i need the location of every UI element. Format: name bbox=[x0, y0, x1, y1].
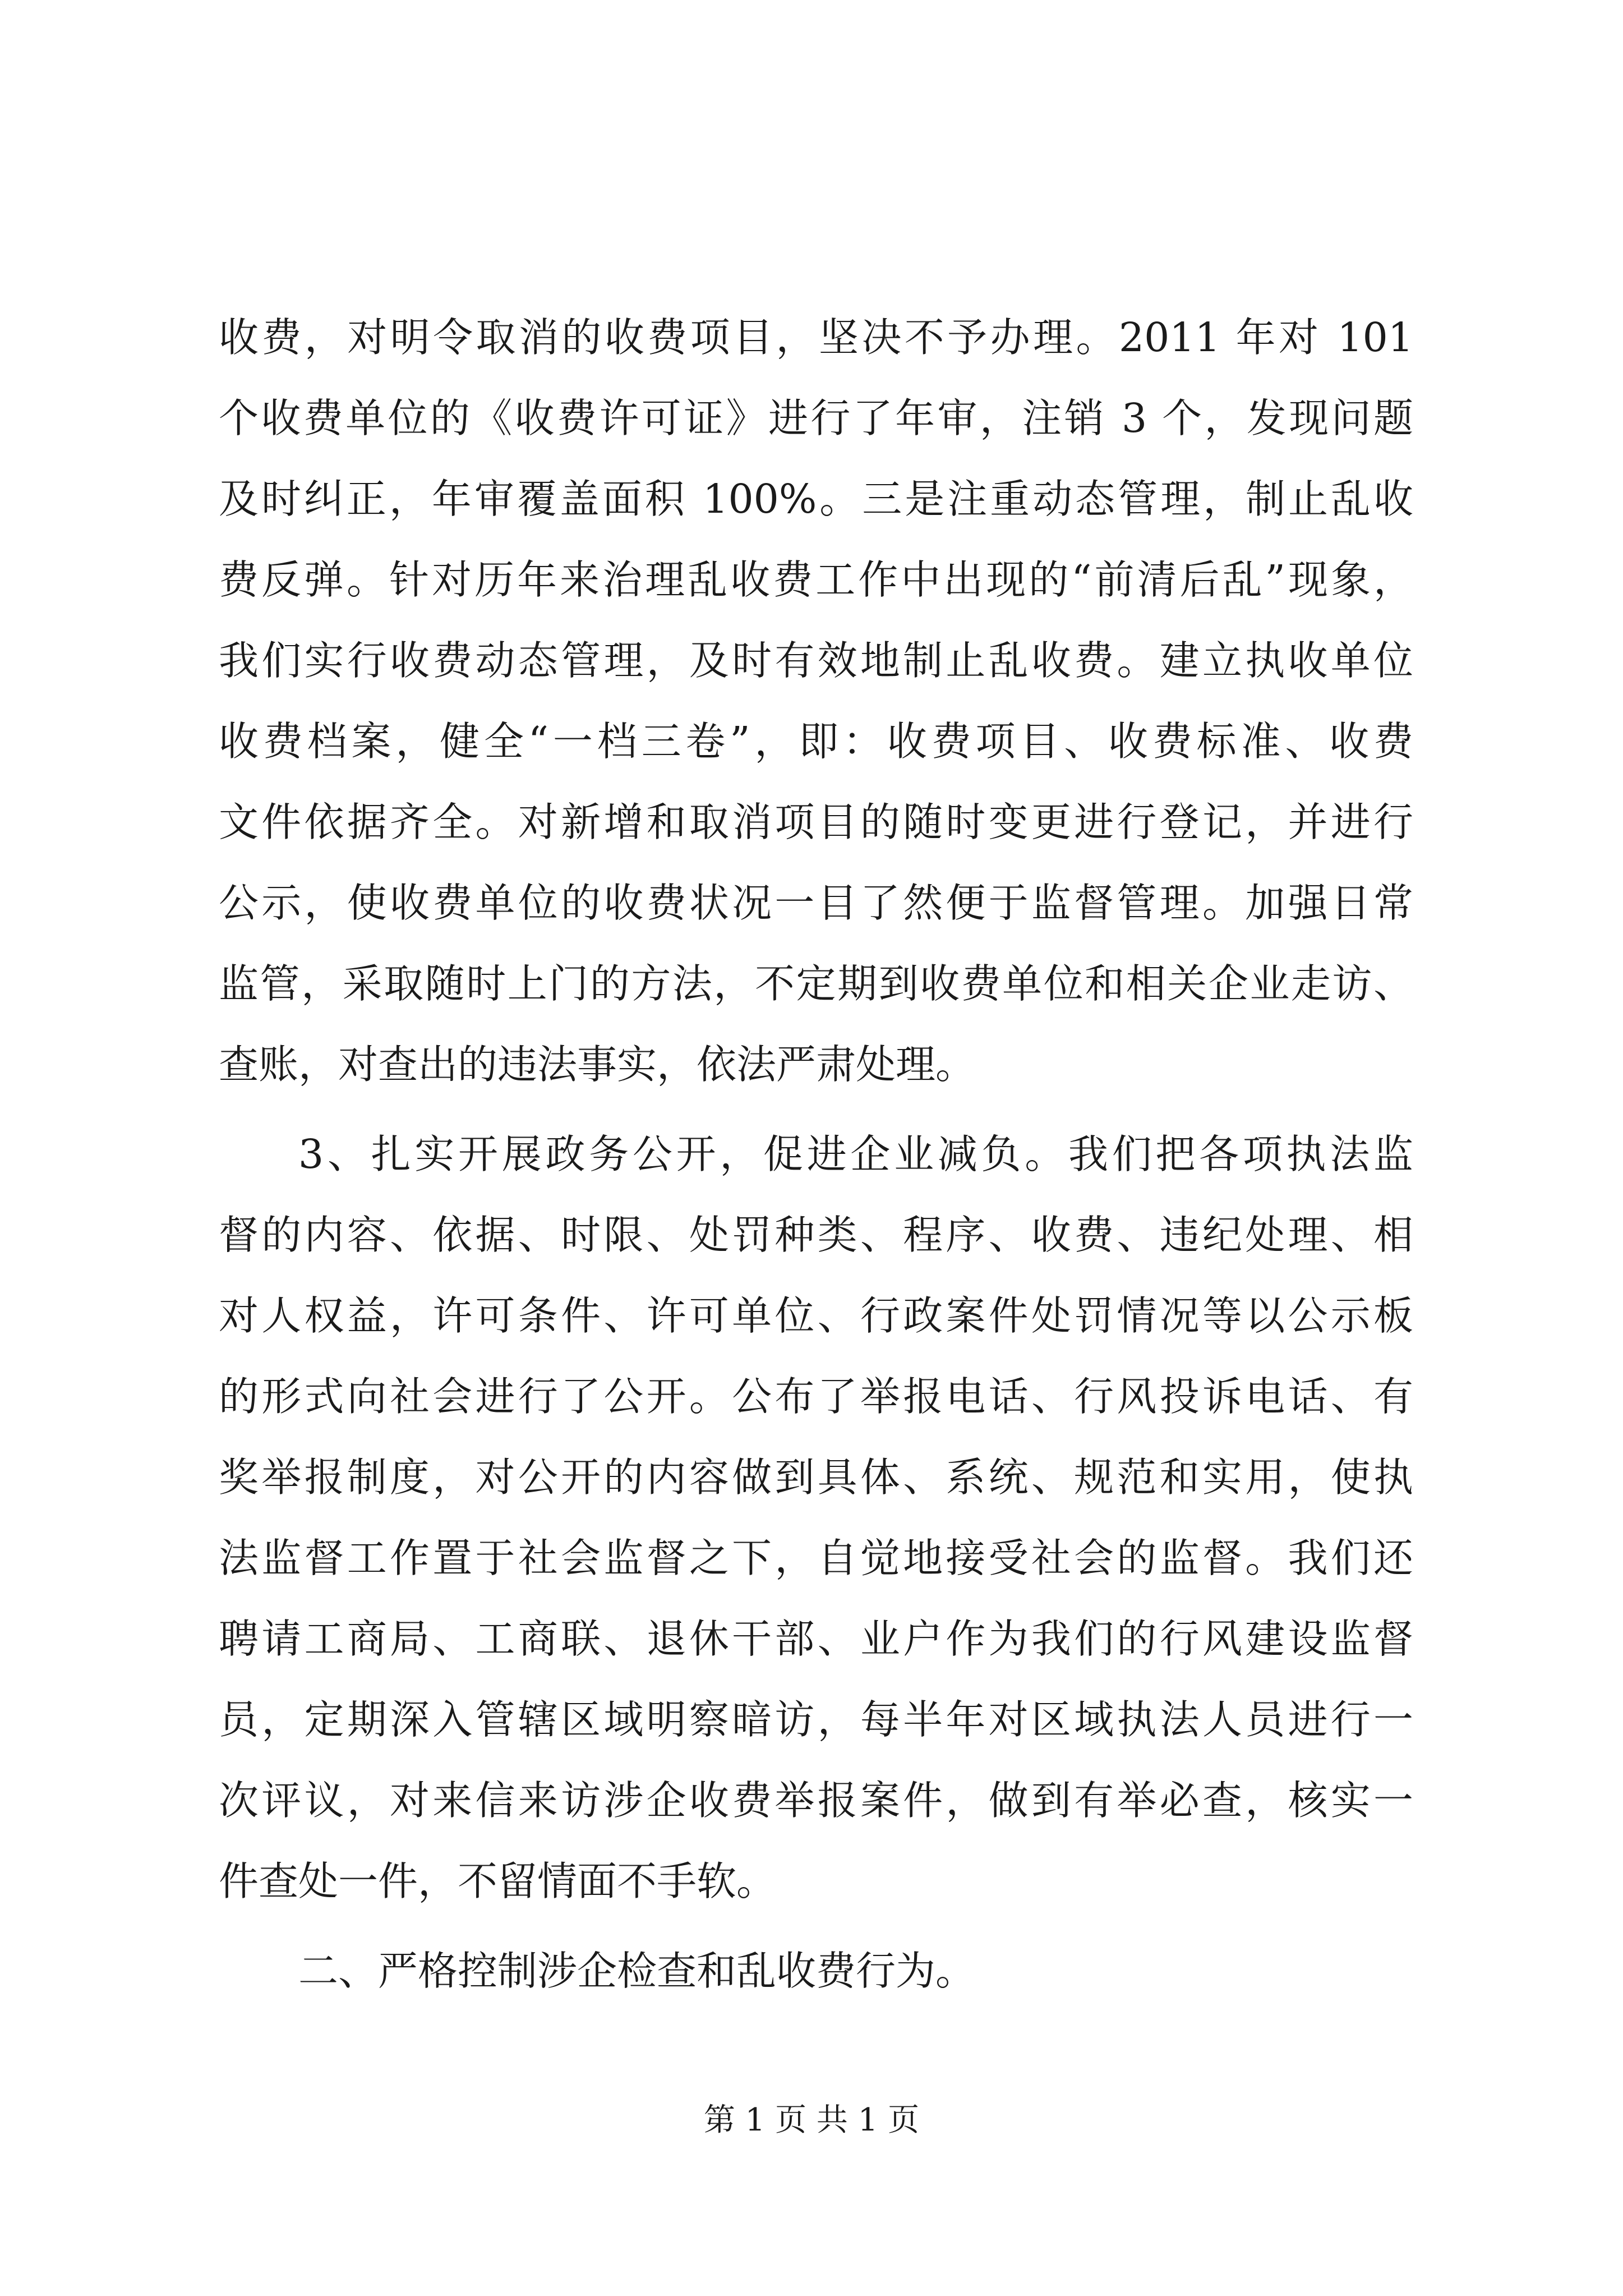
text-line: 法监督工作置于社会监督之下，自觉地接受社会的监督。我们还 bbox=[219, 1535, 1413, 1581]
text-line: 文件依据齐全。对新增和取消项目的随时变更进行登记，并进行 bbox=[219, 799, 1413, 845]
document-body bbox=[219, 297, 1413, 2012]
text-line: 3、扎实开展政务公开，促进企业减负。我们把各项执法监 bbox=[298, 1131, 1413, 1177]
text-line: 的形式向社会进行了公开。公布了举报电话、行风投诉电话、有 bbox=[219, 1373, 1413, 1420]
text-line: 二、严格控制涉企检查和乱收费行为。 bbox=[298, 1948, 976, 1994]
text-line: 督的内容、依据、时限、处罚种类、程序、收费、违纪处理、相 bbox=[219, 1212, 1413, 1258]
paragraph-spacer bbox=[219, 1105, 1413, 1114]
text-line: 收费，对明令取消的收费项目，坚决不予办理。2011 年对 101 bbox=[219, 314, 1413, 361]
text-line: 员，定期深入管辖区域明察暗访，每半年对区域执法人员进行一 bbox=[219, 1696, 1413, 1743]
text-line: 个收费单位的《收费许可证》进行了年审，注销 3 个，发现问题 bbox=[219, 395, 1413, 441]
text-line: 费反弹。针对历年来治理乱收费工作中出现的“前清后乱”现象， bbox=[219, 556, 1413, 603]
page-footer bbox=[0, 2101, 1623, 2140]
paragraph bbox=[219, 1931, 1413, 2012]
paragraph bbox=[219, 297, 1413, 1105]
text-line: 监管，采取随时上门的方法，不定期到收费单位和相关企业走访、 bbox=[219, 960, 1413, 1007]
page-number-label: 第 1 页 共 1 页 bbox=[703, 2102, 920, 2138]
paragraph bbox=[219, 1114, 1413, 1922]
text-line: 收费档案，健全“一档三卷”，即：收费项目、收费标准、收费 bbox=[219, 718, 1413, 765]
text-line: 查账，对查出的违法事实，依法严肃处理。 bbox=[219, 1041, 976, 1088]
text-line: 次评议，对来信来访涉企收费举报案件，做到有举必查，核实一 bbox=[219, 1777, 1413, 1824]
text-line: 及时纠正，年审覆盖面积 100%。三是注重动态管理，制止乱收 bbox=[219, 476, 1413, 522]
text-line: 我们实行收费动态管理，及时有效地制止乱收费。建立执收单位 bbox=[219, 637, 1413, 684]
paragraph-spacer bbox=[219, 1922, 1413, 1931]
text-line: 对人权益，许可条件、许可单位、行政案件处罚情况等以公示板 bbox=[219, 1292, 1413, 1339]
text-line: 奖举报制度，对公开的内容做到具体、系统、规范和实用，使执 bbox=[219, 1454, 1413, 1501]
text-line: 公示，使收费单位的收费状况一目了然便于监督管理。加强日常 bbox=[219, 880, 1413, 926]
text-line: 件查处一件，不留情面不手软。 bbox=[219, 1858, 777, 1904]
text-line: 聘请工商局、工商联、退休干部、业户作为我们的行风建设监督 bbox=[219, 1616, 1413, 1662]
